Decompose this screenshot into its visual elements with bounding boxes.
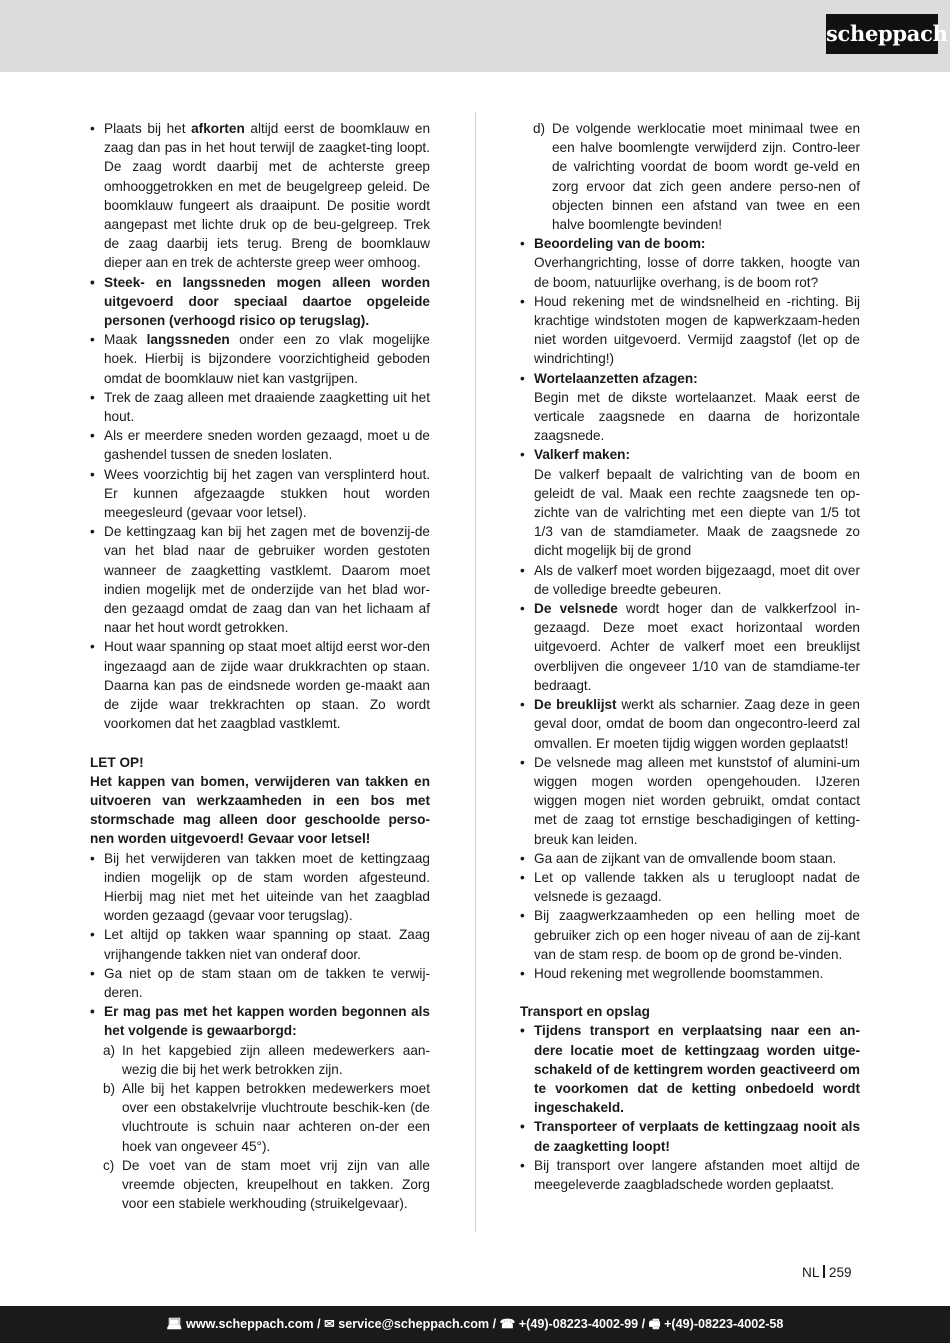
text-run: Maak (104, 332, 147, 348)
column-divider (475, 112, 476, 1232)
text-run: werkt als scharnier. Zaag deze in geen geval door, omdat de boom dan ongecontro-leerd zal omvallen. Er moeten tijdig wiggen worden geplaatst! (534, 697, 860, 751)
bullet-item (90, 273, 430, 331)
scheppach-logo: scheppach (826, 14, 938, 54)
sub-item-label: b) (103, 1080, 116, 1096)
text-run: onder een zo vlak mogelijke hoek. Hierbij is bijzondere voorzichtigheid geboden omdat de boomklauw niet kan vastgrijpen. (104, 332, 430, 386)
bullet-item (520, 695, 860, 753)
text-run: Ga aan de zijkant van de omvallende boom staan. (534, 850, 837, 866)
footer-website: www.scheppach.com (186, 1317, 314, 1331)
paragraph-spacer (90, 734, 430, 753)
text-run: Let altijd op takken waar spanning op staat. Zaag vrijhangende takken niet van onderaf door. (104, 927, 430, 962)
text-run: Bij zaagwerkzaamheden op een helling moet de gebruiker zich op een hoger niveau of aan de zij-kant van de stam resp. de boom op de grond be-vinden. (534, 908, 860, 962)
text-run: Houd rekening met de windsnelheid en -richting. Bij krachtige windstoten mogen de kapwerkzaam-heden niet worden uitgevoerd. Vermijd zaagstof (let op de windrichting!) (534, 293, 860, 367)
text-run: Steek- en langssneden mogen alleen worden uitgevoerd door speciaal daartoe opgeleide personen (verhoogd risico op terugslag). (104, 274, 430, 329)
text-run: wordt hoger dan de valkkerfzool in-gezaagd. Deze moet exact horizontaal worden uitgevoerd. Achter de valkerf moet een breuklijst overblijven die ongeveer 1/10 van de stamdiame-ter bedraagt. (534, 601, 860, 693)
bullet-item (520, 445, 860, 560)
bullet-item (90, 1002, 430, 1040)
mail-icon: ✉ (324, 1317, 339, 1331)
section-heading (520, 1002, 860, 1021)
bold-text: Beoordeling van de boom: (534, 236, 706, 252)
text-run: Transporteer of verplaats de kettingzaag nooit als de zaagketting loopt! (534, 1119, 860, 1154)
text-run: Alle bij het kappen betrokken medewerkers moet over een obstakelvrije vluchtroute beschik-ken (de vluchtroute is schuin naar achteren on-der een hoek van ongeveer 45°). (122, 1080, 430, 1154)
text-run: Bij transport over langere afstanden moet altijd de meegeleverde zaagbladschede worden geplaatst. (534, 1157, 860, 1192)
bullet-item (520, 1117, 860, 1155)
bullet-item (90, 119, 430, 273)
bullet-item (520, 1156, 860, 1194)
bold-text: Wortelaanzetten afzagen: (534, 370, 698, 386)
text-run: Tijdens transport en verplaatsing naar een an-dere locatie moet de kettingzaag worden uitge-schakeld of de kettingrem worden geactiveerd om te voorkomen dat de ketting onbedoeld wordt ingeschakeld. (534, 1023, 860, 1116)
bullet-item (520, 369, 860, 446)
bold-text: afkorten (191, 121, 245, 136)
bold-text: De velsnede (534, 601, 618, 617)
footer-fax: +(49)-08223-4002-58 (664, 1317, 784, 1331)
bullet-item (520, 292, 860, 369)
right-column (520, 119, 860, 1194)
bullet-item (90, 637, 430, 733)
computer-icon: 💻︎ (166, 1317, 187, 1331)
text-run: De kettingzaag kan bij het zagen met de bovenzij-de van het blad naar de gebruiker worden gestoten wanneer de zaagketting vastklemt. Daarom moet indien mogelijk met de onderzijde van het blad wor-den gezaagd omdat de zaag dan van het lichaam af naar het hout wordt getrokken. (104, 524, 430, 636)
text-run: In het kapgebied zijn alleen medewerkers aan-wezig die bij het werk betrokken zijn. (122, 1042, 430, 1077)
page-language: NL (802, 1265, 820, 1280)
sub-item-label: a) (103, 1042, 116, 1058)
text-run: Als de valkerf moet worden bijgezaagd, moet dit over de volledige breedte gebeuren. (534, 562, 860, 597)
bullet-item (90, 925, 430, 963)
text-run: De volgende werklocatie moet minimaal twee en een halve boomlengte verwijderd zijn. Contro-leer de valrichting voordat de boom wordt ge-veld en zorg ervoor dat zich geen andere perso-nen of objecten binnen een afstand van twee en een halve boomlengte bevinden! (552, 121, 860, 233)
bold-text: Valkerf maken: (534, 447, 630, 463)
left-column (90, 119, 430, 1213)
text-run: Bij het verwijderen van takken moet de kettingzaag indien mogelijk op de stam worden afgesteund. Hierbij mag niet met het uiteinde van het zaagblad worden gezaagd (gevaar voor terugslag). (104, 850, 430, 924)
bullet-item (90, 388, 430, 426)
page-number-value: 259 (828, 1265, 852, 1280)
text-run: Als er meerdere sneden worden gezaagd, moet u de gashendel tussen de sneden loslaten. (104, 428, 430, 463)
page-number (802, 1265, 852, 1280)
sub-item (90, 1079, 430, 1156)
page-header (0, 0, 950, 72)
warning-text (90, 772, 430, 849)
footer-phone: +(49)-08223-4002-99 (518, 1317, 639, 1331)
text-run: Transport en opslag (520, 1004, 650, 1020)
text-run: Begin met de dikste wortelaanzet. Maak eerst de verticale zaagsnede en daarna de horizontale zaagsnede. (534, 389, 860, 444)
bold-text: De breuklijst (534, 697, 617, 713)
bullet-item (90, 964, 430, 1002)
bullet-item (520, 1021, 860, 1117)
bullet-item (90, 465, 430, 523)
text-run: Wees voorzichtig bij het zagen van versplinterd hout. Er kunnen afgezaagde stukken hout worden meegesleurd (gevaar voor letsel). (104, 466, 430, 521)
sub-item (520, 119, 860, 234)
text-run: LET OP! (90, 754, 144, 770)
text-run: Er mag pas met het kappen worden begonnen als het volgende is gewaarborgd: (104, 1004, 430, 1039)
text-run: De valkerf bepaalt de valrichting van de boom en geleidt de val. Maak een rechte zaagsnede ten op-zichte van de valrichting met een diepte van 1/5 tot 1/3 van de stamdiameter. Maak de zaagsnede zo dicht mogelijk bij de grond (534, 466, 860, 559)
text-run: Hout waar spanning op staat moet altijd eerst wor-den ingezaagd aan de zijde waar drukkrachten op staan. Daarna kan pas de eindsnede worden ge-maakt aan de zijde waar trekkrachten op staan. Zo wordt voorkomen dat het zaagblad vastklemt. (104, 639, 430, 732)
bullet-item (90, 849, 430, 926)
bullet-item (520, 561, 860, 599)
bold-text: langssneden (146, 332, 230, 348)
text-run: De velsnede mag alleen met kunststof of alumini-um wiggen mogen worden opengehouden. IJzeren wiggen mogen niet worden gebruikt, omdat contact met de zaag tot ernstige beschadigingen of ketting-breuk kan leiden. (534, 754, 860, 847)
bullet-item (520, 599, 860, 695)
text-run: Overhangrichting, losse of dorre takken, hoogte van de boom, natuurlijke overhang, is de boom rot? (534, 255, 860, 290)
text-run: altijd eerst de boomklauw en zaag dan pas in het hout terwijl de zaagket-ting loopt. De zaag wordt daarbij met de achterste greep omhooggetrokken en met de beugelgreep geleid. De boomklauw fungeert als draaipunt. De positie wordt aangepast met lichte druk op de beu-gelgreep. Trek de zaag daarbij iets terug. Breng de boomklauw dieper aan en trek de achterste greep weer omhoog. (104, 121, 431, 271)
bullet-item (90, 426, 430, 464)
text-run: Trek de zaag alleen met draaiende zaagketting uit het hout. (104, 389, 430, 425)
text-run: Ga niet op de stam staan om de takken te verwij-deren. (104, 965, 430, 1000)
bullet-item (520, 849, 860, 868)
sub-item (90, 1156, 430, 1214)
bullet-item (520, 964, 860, 983)
text-run: Het kappen van bomen, verwijderen van takken en uitvoeren van werkzaamheden in een bos met stormschade mag alleen door geschoolde perso-nen worden uitgevoerd! Gevaar voor letsel! (90, 773, 430, 847)
bullet-item (520, 234, 860, 292)
bullet-item (90, 330, 430, 388)
text-run: De voet van de stam moet vrij zijn van alle vreemde objecten, kreupelhout en takken. Zorg voor een stabiele werkhouding (struikelgevaar). (122, 1157, 430, 1212)
footer-email: service@scheppach.com (338, 1317, 490, 1331)
sub-item (90, 1041, 430, 1079)
text-run: Plaats bij het (104, 121, 192, 136)
sub-item-label: c) (103, 1157, 115, 1173)
text-run: Let op vallende takken als u terugloopt nadat de velsnede is gezaagd. (534, 869, 860, 905)
sub-item-label: d) (533, 121, 546, 136)
paragraph-spacer (520, 983, 860, 1002)
page-number-separator (823, 1265, 825, 1278)
fax-icon: 🖷︎ (648, 1317, 665, 1331)
bullet-item (520, 906, 860, 964)
bullet-item (90, 522, 430, 637)
bullet-item (520, 868, 860, 906)
phone-icon: ☎ (499, 1317, 519, 1331)
page-footer: 💻︎ www.scheppach.com / ✉ service@scheppach.com / ☎ +(49)-08223-4002-99 / 🖷︎ +(49)-08223-4002-58 (0, 1306, 950, 1343)
section-heading (90, 753, 430, 772)
bullet-item (520, 753, 860, 849)
text-run: Houd rekening met wegrollende boomstammen. (534, 965, 824, 981)
